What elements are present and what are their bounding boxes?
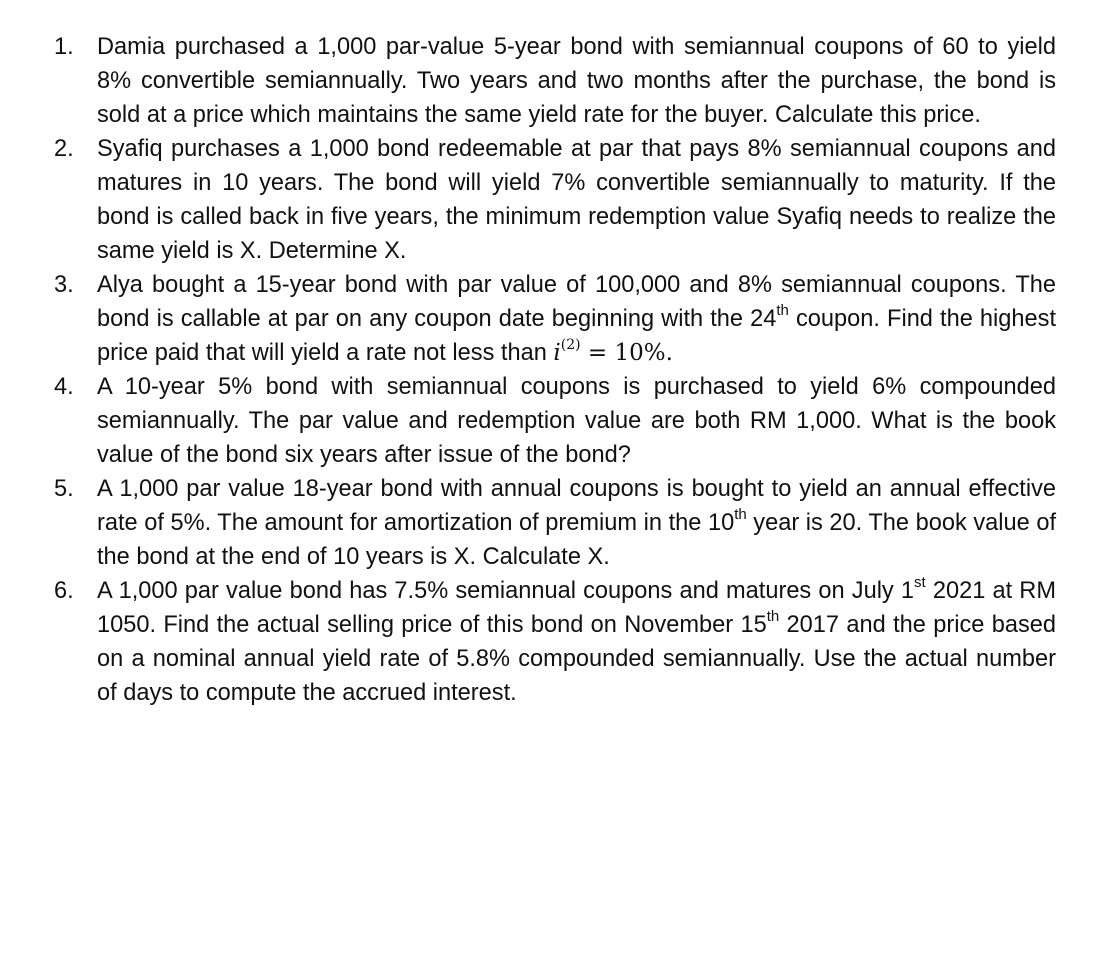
question-3 [0,268,1110,370]
question-text: 2017 and the price based on a nominal annual yield rate of 5.8% compounded semiannually. Use the actual number of days to compute the accrued interest. [97,612,1056,706]
question-text: year is 20. The book value of the bond at the end of 10 years is X. Calculate X. [97,510,1056,570]
question-text: coupon. Find the highest price paid that will yield a rate not less than [97,306,1056,366]
question-1 [0,30,1110,132]
math-rest: = 10%. [580,340,673,366]
question-list [0,30,1110,710]
question-number: 6. [54,578,74,604]
math-superscript: (2) [560,337,581,354]
question-number: 3. [54,272,74,298]
question-2 [0,132,1110,268]
question-text: A 10-year 5% bond with semiannual coupons is purchased to yield 6% compounded semiannually. The par value and redemption value are both RM 1,000. What is the book value of the bond six years after issue of the bond? [97,374,1056,468]
document-page [0,30,1110,710]
question-number: 1. [54,34,74,60]
question-number: 4. [54,374,74,400]
question-4 [0,370,1110,472]
question-text: Damia purchased a 1,000 par-value 5-year bond with semiannual coupons of 60 to yield 8% convertible semiannually. Two years and two months after the purchase, the bond is sold at a price which maintains the same yield rate for the buyer. Calculate this price. [97,34,1056,128]
question-6 [0,574,1110,710]
question-text: A 1,000 par value 18-year bond with annual coupons is bought to yield an annual effective rate of 5%. The amount for amortization of premium in the 10 [97,476,1056,536]
question-5 [0,472,1110,574]
ordinal-suffix: th [734,506,747,524]
question-text: Alya bought a 15-year bond with par value of 100,000 and 8% semiannual coupons. The bond is callable at par on any coupon date beginning with the 24 [97,272,1056,332]
question-number: 2. [54,136,74,162]
ordinal-suffix: th [776,302,789,320]
question-text: A 1,000 par value bond has 7.5% semiannual coupons and matures on July 1 [97,578,915,604]
question-number: 5. [54,476,74,502]
question-text: 2021 at RM 1050. Find the actual selling price of this bond on November 15 [97,578,1056,638]
ordinal-suffix: th [766,608,780,626]
question-text: Syafiq purchases a 1,000 bond redeemable at par that pays 8% semiannual coupons and matures in 10 years. The bond will yield 7% convertible semiannually to maturity. If the bond is called back in five years, the minimum redemption value Syafiq needs to realize the same yield is X. Determine X. [97,136,1056,264]
math-expression [553,337,673,366]
ordinal-suffix: st [914,574,926,592]
math-symbol: i [553,340,561,366]
